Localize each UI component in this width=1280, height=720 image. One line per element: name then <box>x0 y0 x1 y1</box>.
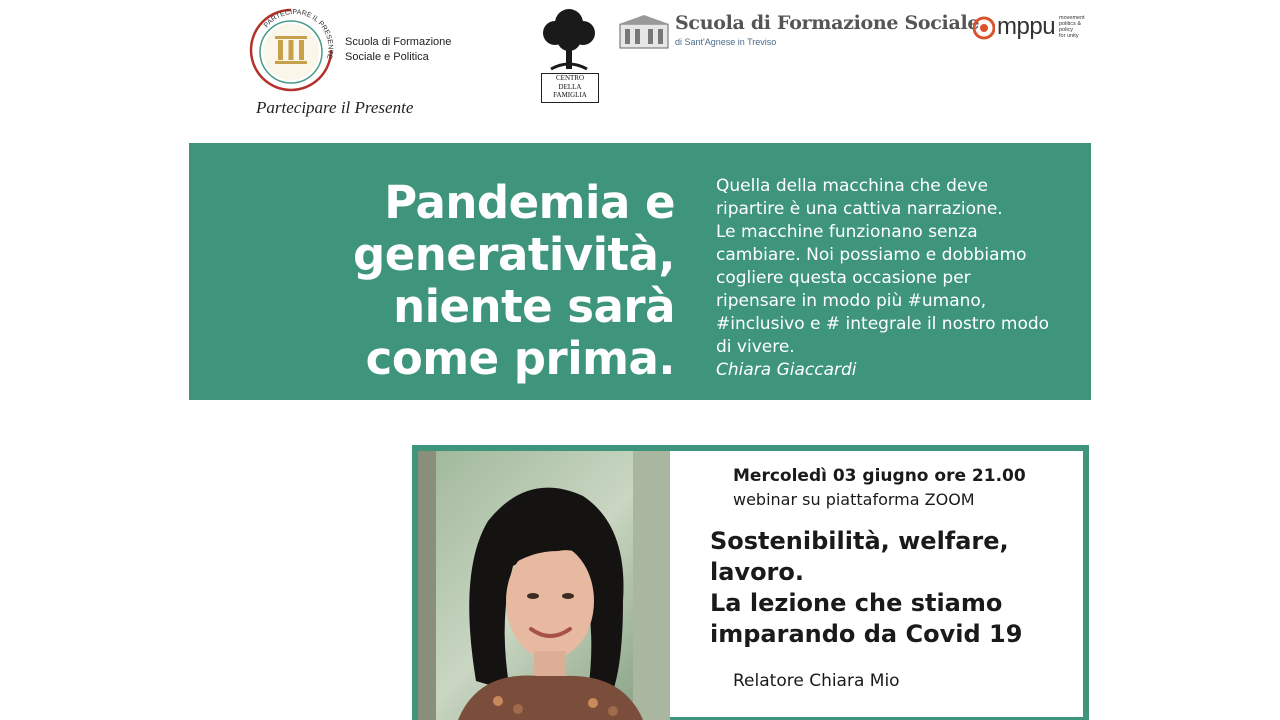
logo-scuola-formazione-sociale <box>619 12 980 50</box>
seal-text: PARTECIPARE IL PRESENTE <box>263 8 334 60</box>
mppu-small-line1: movement <box>1059 15 1085 21</box>
speaker-portrait-icon <box>418 451 670 720</box>
caption-line3: FAMIGLIA <box>553 91 587 99</box>
quote-author: Chiara Giaccardi <box>716 360 857 380</box>
quote-line3: Le macchine funzionano senza <box>716 222 978 242</box>
tagline: Partecipare il Presente <box>256 98 414 117</box>
quote-line5: cogliere questa occasione per <box>716 268 971 288</box>
quote <box>716 175 1076 382</box>
event-speaker: Relatore Chiara Mio <box>733 671 900 691</box>
talk-title-line3: La lezione che stiamo <box>710 589 1003 617</box>
school-title: Scuola di Formazione Sociale <box>675 12 980 34</box>
headline-line1: Pandemia e <box>384 176 675 229</box>
quote-line7: #inclusivo e # integrale il nostro modo <box>716 314 1050 334</box>
headline-banner <box>189 143 1091 400</box>
logo-centro-della-famiglia <box>539 7 599 103</box>
event-date: Mercoledì 03 giugno ore 21.00 <box>733 466 1026 486</box>
headline-line4: come prima. <box>365 332 675 385</box>
quote-line4: cambiare. Noi possiamo e dobbiamo <box>716 245 1027 265</box>
quote-line6: ripensare in modo più #umano, <box>716 291 987 311</box>
quote-line2: ripartire è una cattiva narrazione. <box>716 199 1003 219</box>
mppu-wordmark: mppu <box>997 13 1056 40</box>
logo-mppu <box>973 13 1088 43</box>
seal-logo-icon <box>247 6 335 94</box>
org-name-line2: Sociale e Politica <box>345 51 429 63</box>
building-icon <box>619 14 669 50</box>
headline-line3: niente sarà <box>393 280 675 333</box>
headline <box>275 177 675 385</box>
talk-title-line2: lavoro. <box>710 558 804 586</box>
quote-line8: di vivere. <box>716 337 795 357</box>
event-platform: webinar su piattaforma ZOOM <box>733 490 975 509</box>
talk-title <box>710 526 1070 650</box>
mppu-small-line2: politics & policy <box>1059 21 1082 33</box>
mppu-symbol-icon <box>973 15 995 41</box>
org-name-line1: Scuola di Formazione <box>345 36 452 48</box>
logo-partecipare-il-presente <box>247 6 467 124</box>
event-info <box>670 451 1083 717</box>
tree-icon <box>539 7 599 73</box>
school-subtitle: di Sant'Agnese in Treviso <box>675 37 777 47</box>
event-card <box>412 445 1089 720</box>
headline-line2: generatività, <box>352 228 675 281</box>
talk-title-line4: imparando da Covid 19 <box>710 620 1023 648</box>
mppu-small-line3: for unity <box>1059 33 1079 39</box>
speaker-photo <box>418 451 670 720</box>
talk-title-line1: Sostenibilità, welfare, <box>710 527 1009 555</box>
quote-line1: Quella della macchina che deve <box>716 176 988 196</box>
caption-line2: DELLA <box>558 82 582 91</box>
caption-line1: CENTRO <box>556 74 584 82</box>
